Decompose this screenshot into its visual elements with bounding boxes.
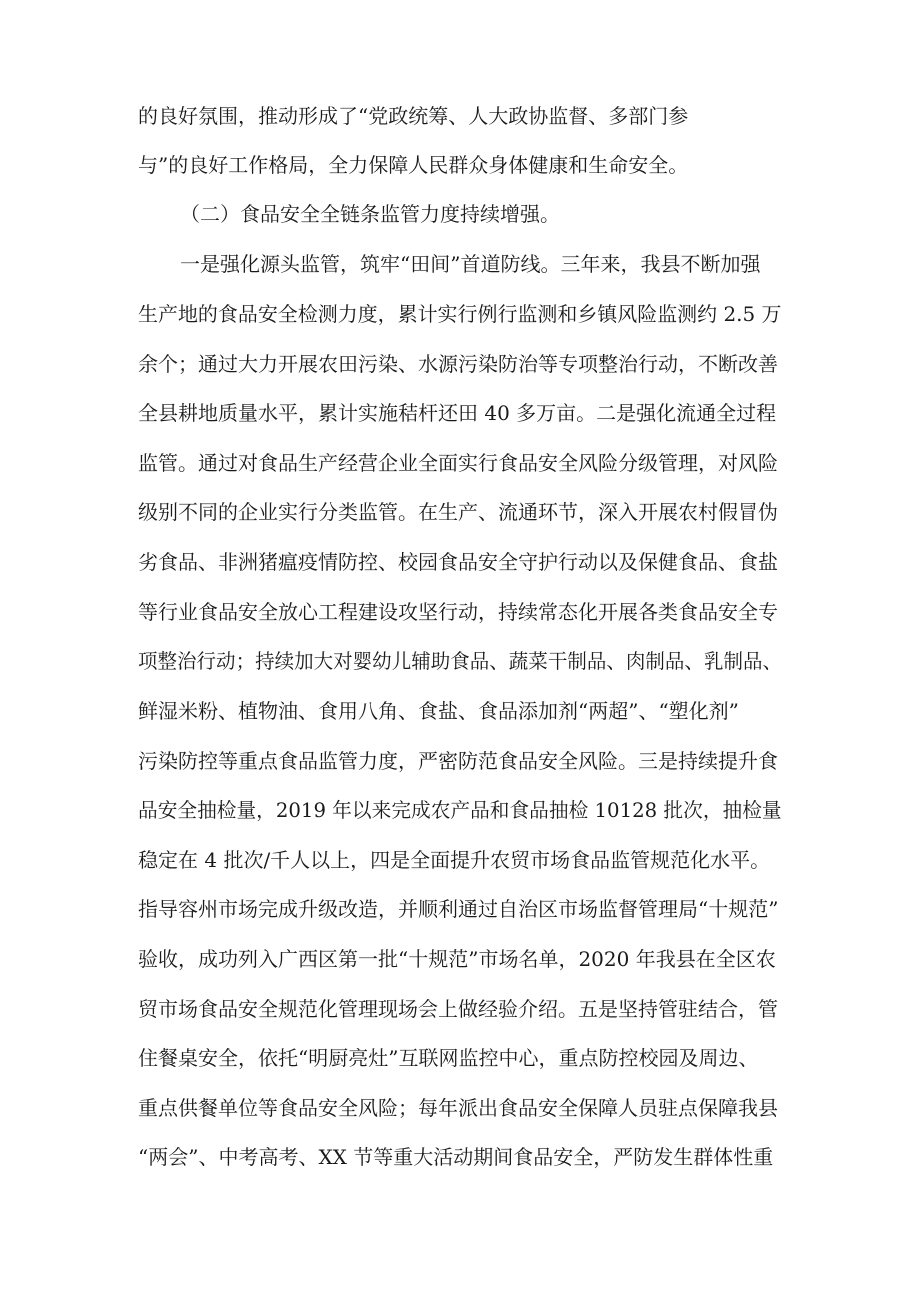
text-line: 指导容州市场完成升级改造，并顺利通过自治区市场监督管理局“十规范”	[138, 897, 779, 921]
text-line: 生产地的食品安全检测力度，累计实行例行监测和乡镇风险监测约 2.5 万	[138, 302, 782, 326]
text-line: 劣食品、非洲猪瘟疫情防控、校园食品安全守护行动以及保健食品、食盐	[138, 550, 778, 574]
section-heading: （二）食品安全全链条监管力度持续增强。	[180, 202, 560, 226]
text-line: 验收，成功列入广西区第一批“十规范”市场名单，2020 年我县在全区农	[138, 947, 776, 971]
text-line: 贸市场食品安全规范化管理现场会上做经验介绍。五是坚持管驻结合，管	[138, 997, 778, 1021]
text-line: 污染防控等重点食品监管力度，严密防范食品安全风险。三是持续提升食	[138, 749, 778, 773]
text-line: 余个；通过大力开展农田污染、水源污染防治等专项整治行动，不断改善	[138, 352, 778, 376]
text-line: 品安全抽检量，2019 年以来完成农产品和食品抽检 10128 批次，抽检量	[138, 798, 782, 822]
text-line: “两会”、中考高考、XX 节等重大活动期间食品安全，严防发生群体性重	[138, 1145, 774, 1169]
text-line: 一是强化源头监管，筑牢“田间”首道防线。三年来，我县不断加强	[180, 252, 761, 276]
text-line: 鲜湿米粉、植物油、食用八角、食盐、食品添加剂“两超”、“塑化剂”	[138, 699, 739, 723]
text-line: 稳定在 4 批次/千人以上，四是全面提升农贸市场食品监管规范化水平。	[138, 848, 771, 872]
text-line: 重点供餐单位等食品安全风险；每年派出食品安全保障人员驻点保障我县	[138, 1096, 778, 1120]
text-line: 住餐桌安全，依托“明厨亮灶”互联网监控中心，重点防控校园及周边、	[138, 1046, 759, 1070]
text-line: 项整治行动；持续加大对婴幼儿辅助食品、蔬菜干制品、肉制品、乳制品、	[138, 649, 782, 673]
text-line: 等行业食品安全放心工程建设攻坚行动，持续常态化开展各类食品安全专	[138, 600, 778, 624]
text-line: 与”的良好工作格局，全力保障人民群众身体健康和生命安全。	[138, 153, 689, 177]
text-line: 全县耕地质量水平，累计实施秸杆还田 40 多万亩。二是强化流通全过程	[138, 401, 777, 425]
text-line: 的良好氛围，推动形成了“党政统筹、人大政协监督、多部门参	[138, 104, 689, 128]
text-line: 级别不同的企业实行分类监管。在生产、流通环节，深入开展农村假冒伪	[138, 500, 778, 524]
text-line: 监管。通过对食品生产经营企业全面实行食品安全风险分级管理，对风险	[138, 451, 778, 475]
